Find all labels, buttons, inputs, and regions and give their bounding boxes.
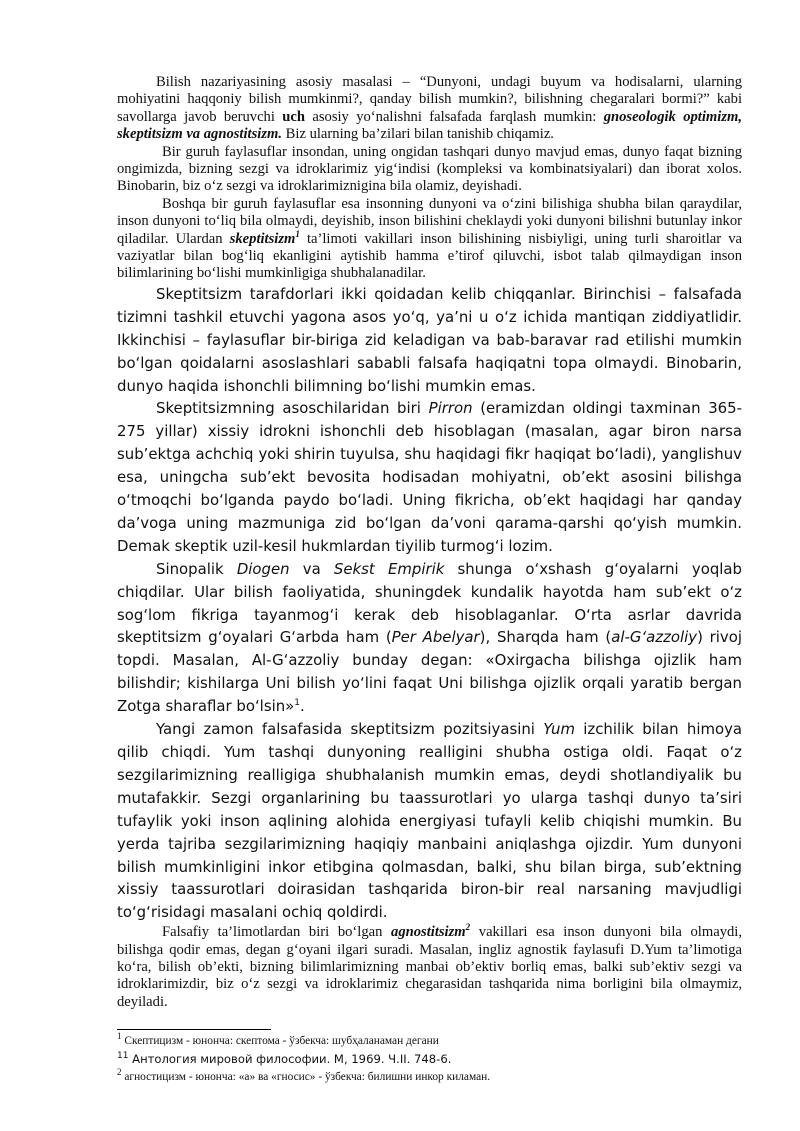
paragraph-agnosticism: Falsafiy ta’limotlardan biri bo‘lgan agnostitsizm$^2$ vakillari esa inson dunyoni bila olmaydi, bilishga qodir emas, degan g‘oyani ilgari suradi. Masalan, ingliz agnostik faylasufi D.Yum ta’limotiga ko‘ra, bilish ob’ekti, bizning bilimlarimizning manbai ob’ektiv borliq emas, balki sub’ektiv sezgi va idroklarimizdir, biz o‘z sezgi va idroklarimiz chegarasidan tashqarida nima borligini bila olmaymiz, deyiladi. [117, 922, 742, 1010]
document-body [117, 74, 742, 1011]
paragraph-pyrrho: Skeptitsizmning asoschilaridan biri Pirron (eramizdan oldingi taxminan 365-275 yillar) xissiy idrokni ishonchli deb hisoblagan (masalan, agar biron narsa sub’ektga achchiq yoki shirin tuyulsa, shu haqidagi fikr haqiqat bo‘ladi), yanglishuv esa, uningcha sub’ekt bevosita hodisadan mohiyatni, ob’ekt asosini bilishga o‘tmoqchi bo‘lganda paydo bo‘ladi. Uning fikricha, ob’ekt haqidagi har qanday da’voga uning mazmuniga zid bo‘lgan da’voni qarama-qarshi qo‘yish mumkin. Demak skeptik uzil-kesil hukmlardan tiyilib turmog‘i lozim. [117, 399, 743, 555]
footnote-ref: 2 [465, 922, 471, 933]
footnote-separator [117, 1029, 271, 1030]
term-agnosticism: agnostitsizm [391, 924, 466, 941]
footnote-1: $^1$ Скептицизм - юнонча: скептома - ўзбекча: шубҳаланаман дегани [117, 1031, 439, 1047]
paragraph-diogenes: Sinopalik Diogen va Sekst Empirik shunga o‘xshash g‘oyalarni yoqlab chiqdilar. Ular bilish faoliyatida, shuningdek kundalik hayotda ham sub’ekt o‘z sog‘lom fikriga tayanmog‘i kerak deb hisoblaganlar. O‘rta asrlar davrida skeptitsizm g‘oyalari G‘arbda ham (Per Abelyar), Sharqda ham (al-G‘azzoliy) rivoj topdi. Masalan, Al-G‘azzoliy bunday degan: «Oxirgacha bilishga ojizlik ham bilishdir; kishilarga Uni bilish yo‘lini faqat Uni bilishga ojizlik orqali yaratib bergan Zotga sharaflar bo‘lsin»$^1$. [117, 559, 742, 716]
paragraph-second-group: Boshqa bir guruh faylasuflar esa insonning dunyoni va o‘zini bilishiga shubha bilan qaraydilar, inson dunyoni to‘liq bila olmaydi, deyishib, inson bilishini cheklaydi yoki dunyoni bilishni butunlay inkor qiladilar. Ulardan skeptitsizm$^1$ ta’limoti vakillari inson bilishining nisbiyligi, uning turli sharoitlar va vaziyatlar bilan bog‘liq ekanligini aytishib hamma e’tirof qiluvchi, isbot talab qilmaydigan inson bilimlarining bo‘lishi mumkinligiga shubhalanadilar. [117, 195, 742, 282]
footnote-2: $^2$ агностицизм - юнонча: «а» ва «гносис» - ўзбекча: билишни инкор киламан. [117, 1067, 491, 1083]
footnotes [117, 1032, 742, 1086]
paragraph-skeptic-principles: Skeptitsizm tarafdorlari ikki qoidadan kelib chiqqanlar. Birinchisi – falsafada tizimni tashkil etuvchi yagona asos yo‘q, ya’ni u o‘z ichida mantiqan ziddiyatlidir. Ikkinchisi – faylasuflar bir-biriga zid keladigan va bab-baravar rad etilishi mumkin bo‘lgan qoidalarni asoslashlari sababli falsafa haqiqatni topa olmaydi. Binobarin, dunyo haqida ishonchli bilimning bo‘lishi mumkin emas. [117, 284, 742, 395]
footnote-ref: 1 [295, 228, 300, 239]
footnote-11: $^{11}$ Антология мировой философии. М, 1969. Ч.II. 748-6. [117, 1051, 452, 1066]
paragraph-epistemology-question: Bilish nazariyasining asosiy masalasi – “Dunyoni, undagi buyum va hodisalarni, ularning mohiyatini haqqoniy bilish mumkinmi?, qanday bilish mumkin?, bilishning chegaralari bormi?” kabi savollarga javob beruvchi uch asosiy yo‘nalishni falsafada farqlash mumkin: gnoseologik optimizm, skeptitsizm va agnostitsizm. Biz ularning ba’zilari bilan tanishib chiqamiz. [117, 74, 743, 143]
term-skepticism: skeptitsizm [229, 230, 296, 247]
footnote-ref: 1 [294, 698, 300, 709]
paragraph-hume: Yangi zamon falsafasida skeptitsizm pozitsiyasini Yum izchilik bilan himoya qilib chiqdi. Yum tashqi dunyoning realligini shubha ostiga oldi. Faqat o‘z sezgilarimizning realligiga shubhalanish mumkin emas, deydi shotlandiyalik bu mutafakkir. Sezgi organlarining bu taassurotlari yo ularga tashqi dunyo ta’siri tufaylik yoki inson aqlining alohida energiyasi tufayli kelib chiqishi mumkin. Bu yerda tajriba sezgilarimizning haqiqiy manbaini aniqlashga ojizdir. Yum dunyoni bilish mumkinligini inkor etibgina qolmasdan, balki, shu bilan birga, sub’ektning xissiy taassurotlari doirasidan tashqarida biron-bir real narsaning mavjudligi to‘g‘risidagi masalani ochiq qoldirdi. [117, 720, 743, 922]
paragraph-first-group: Bir guruh faylasuflar insondan, uning ongidan tashqari dunyo mavjud emas, dunyo faqat bizning ongimizda, bizning sezgi va idroklarimiz yig‘indisi (kompleksi va kombinatsiyalari) dan iborat xolos. Binobarin, biz o‘z sezgi va idroklarimiznigina bila olamiz, deyishadi. [117, 143, 742, 195]
